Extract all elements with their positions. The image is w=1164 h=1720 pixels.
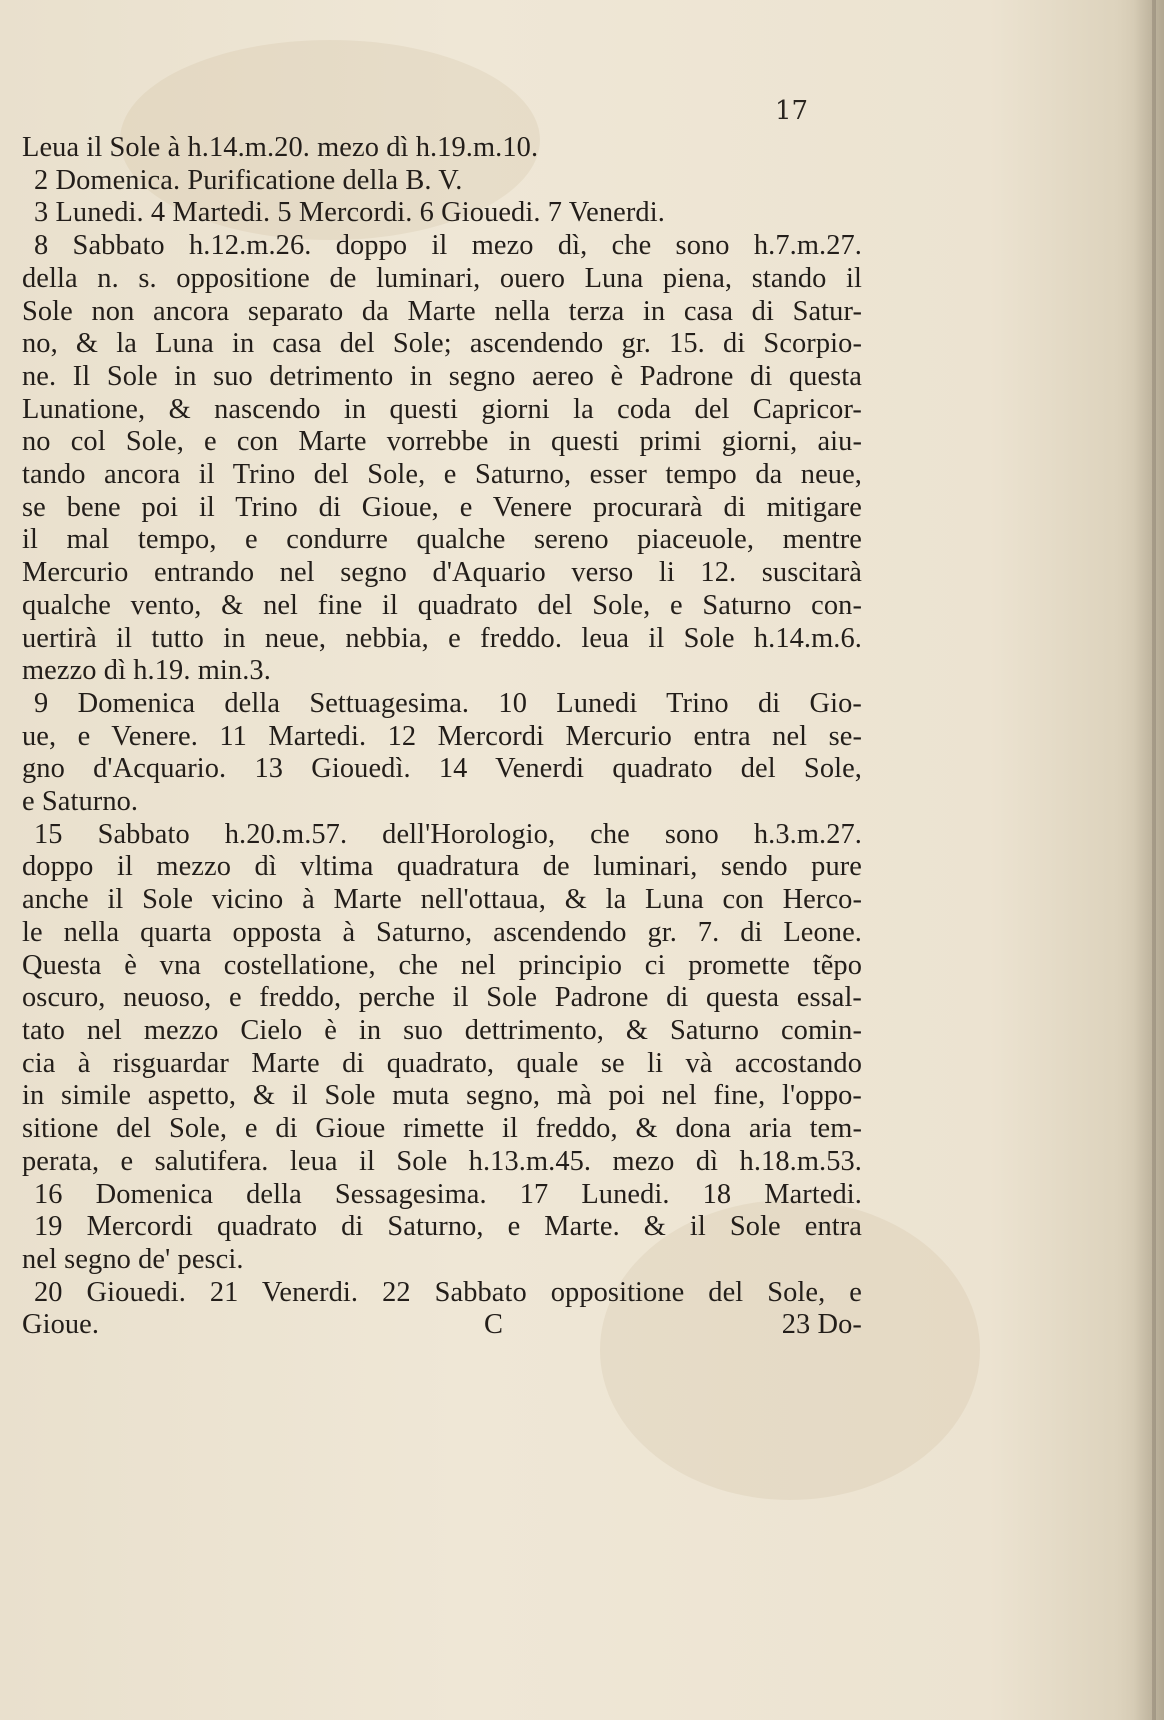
text-line: gno d'Acquario. 13 Giouedì. 14 Venerdi quadrato del Sole,	[22, 753, 862, 785]
text-line: della n. s. oppositione de luminari, ouero Luna piena, stando il	[22, 262, 862, 294]
text-line: no col Sole, e con Marte vorrebbe in questi primi giorni, aiu-	[22, 426, 862, 458]
page-fold	[1152, 0, 1156, 1720]
text-line: 9 Domenica della Settuagesima. 10 Lunedi Trino di Gio-	[34, 687, 862, 719]
text-line: tando ancora il Trino del Sole, e Saturno, esser tempo da neue,	[22, 459, 862, 491]
last-line-text: Gioue.	[22, 1309, 100, 1341]
text-line: ue, e Venere. 11 Martedi. 12 Mercordi Mercurio entra nel se-	[22, 720, 862, 752]
catchword: 23 Do-	[781, 1309, 862, 1341]
text-line: no, & la Luna in casa del Sole; ascendendo gr. 15. di Scorpio-	[22, 328, 862, 360]
text-line: Leua il Sole à h.14.m.20. mezo dì h.19.m.10.	[22, 132, 539, 163]
text-line: perata, e salutifera. leua il Sole h.13.m.45. mezo dì h.18.m.53.	[22, 1145, 862, 1177]
text-line: anche il Sole vicino à Marte nell'ottaua, & la Luna con Herco-	[22, 884, 862, 916]
text-line: Questa è vna costellatione, che nel principio ci promette tẽpo	[22, 949, 862, 981]
text-line: 2 Domenica. Purificatione della B. V.	[34, 164, 463, 196]
text-line: sitione del Sole, e di Gioue rimette il freddo, & dona aria tem-	[22, 1113, 862, 1145]
text-line: e Saturno.	[22, 786, 139, 818]
text-line: tato nel mezzo Cielo è in suo dettrimento, & Saturno comin-	[22, 1014, 862, 1046]
text-line: Lunatione, & nascendo in questi giorni la coda del Capricor-	[22, 393, 862, 425]
text-line: 15 Sabbato h.20.m.57. dell'Horologio, che sono h.3.m.27.	[34, 818, 862, 850]
body-text	[22, 132, 862, 1342]
signature-mark: C	[484, 1309, 504, 1341]
text-line: qualche vento, & nel fine il quadrato del Sole, e Saturno con-	[22, 589, 862, 621]
text-line: mezzo dì h.19. min.3.	[22, 655, 271, 687]
text-line: doppo il mezzo dì vltima quadratura de luminari, sendo pure	[22, 851, 862, 883]
text-line: 8 Sabbato h.12.m.26. doppo il mezo dì, che sono h.7.m.27.	[34, 230, 862, 262]
text-line: Mercurio entrando nel segno d'Aquario verso li 12. suscitarà	[22, 557, 862, 589]
text-line: uertirà il tutto in neue, nebbia, e freddo. leua il Sole h.14.m.6.	[22, 622, 862, 654]
text-line: 3 Lunedi. 4 Martedi. 5 Mercordi. 6 Giouedi. 7 Venerdi.	[34, 197, 665, 229]
text-line: nel segno de' pesci.	[22, 1243, 244, 1275]
text-line: cia à risguardar Marte di quadrato, quale se li và accostando	[22, 1047, 862, 1079]
text-line: 16 Domenica della Sessagesima. 17 Lunedi. 18 Martedi.	[34, 1178, 862, 1210]
text-line: se bene poi il Trino di Gioue, e Venere procurarà di mitigare	[22, 491, 862, 523]
text-line: in simile aspetto, & il Sole muta segno, mà poi nel fine, l'oppo-	[22, 1080, 862, 1112]
page-number: 17	[775, 96, 809, 126]
text-line: il mal tempo, e condurre qualche sereno piaceuole, mentre	[22, 524, 862, 556]
text-line: Sole non ancora separato da Marte nella terza in casa di Satur-	[22, 295, 862, 327]
text-line: le nella quarta opposta à Saturno, ascendendo gr. 7. di Leone.	[22, 916, 862, 948]
page-edge-shadow	[1134, 0, 1164, 1720]
text-line: 20 Giouedi. 21 Venerdi. 22 Sabbato oppositione del Sole, e	[34, 1276, 862, 1308]
text-line: ne. Il Sole in suo detrimento in segno aereo è Padrone di questa	[22, 360, 862, 392]
text-line: oscuro, neuoso, e freddo, perche il Sole Padrone di questa essal-	[22, 982, 862, 1014]
last-line	[22, 1309, 862, 1342]
text-line: 19 Mercordi quadrato di Saturno, e Marte. & il Sole entra	[34, 1211, 862, 1243]
